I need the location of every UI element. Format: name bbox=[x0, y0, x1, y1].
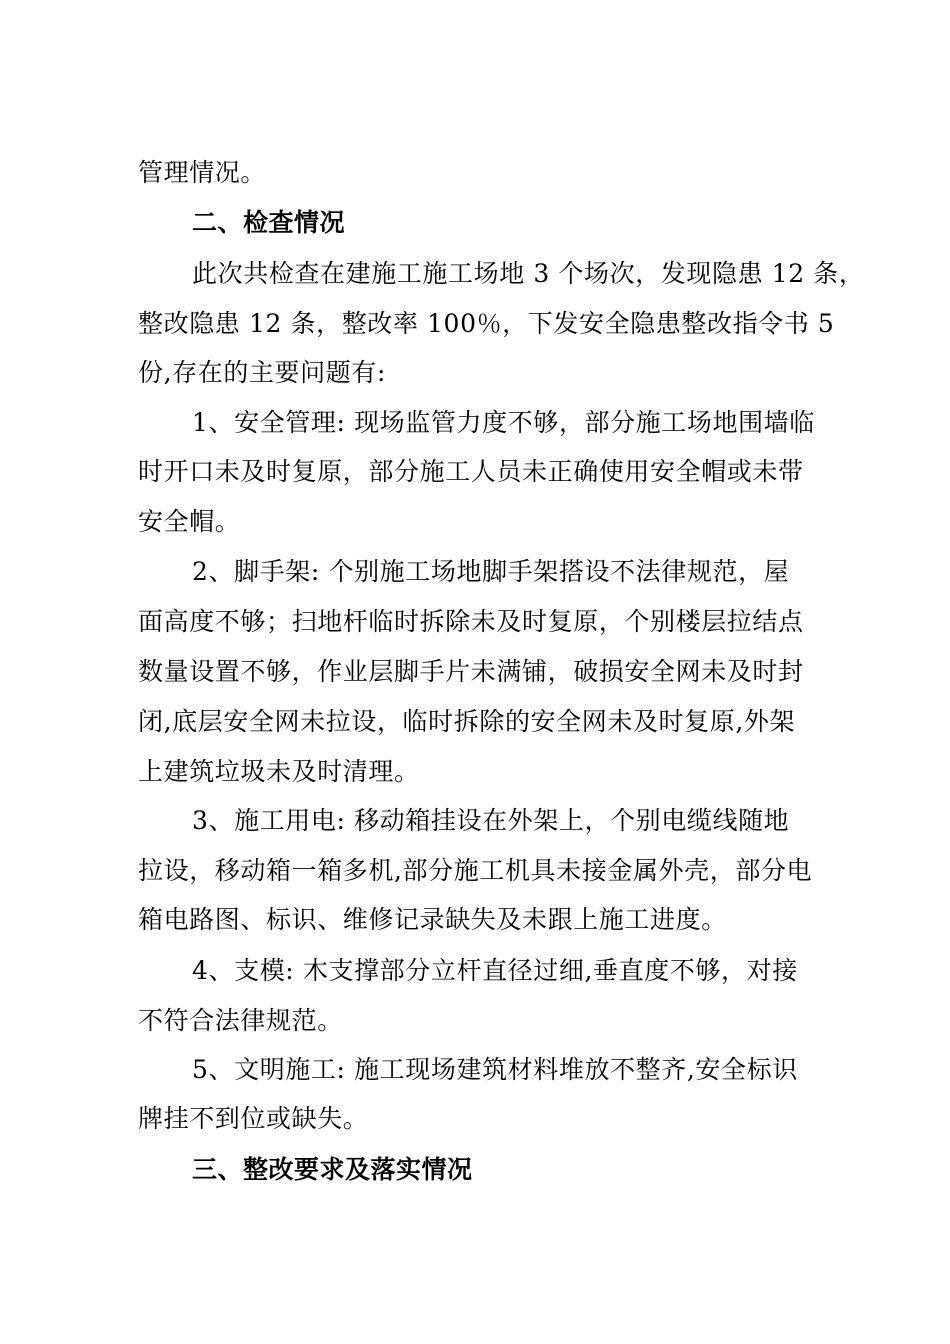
list-item-line: 安全帽。 bbox=[138, 507, 241, 536]
list-item-line: 牌挂不到位或缺失。 bbox=[138, 1104, 369, 1133]
section-heading: 三、整改要求及落实情况 bbox=[192, 1155, 473, 1184]
list-item-line: 5、文明施工: 施工现场建筑材料堆放不整齐,安全标识 bbox=[192, 1055, 798, 1084]
list-item-line: 箱电路图、标识、维修记录缺失及未跟上施工进度。 bbox=[138, 905, 727, 934]
section-heading: 二、检查情况 bbox=[192, 208, 346, 237]
list-item-line: 时开口未及时复原，部分施工人员未正确使用安全帽或未带 bbox=[138, 457, 804, 486]
list-item-line: 不符合法律规范。 bbox=[138, 1006, 343, 1035]
paragraph-line: 份,存在的主要问题有: bbox=[138, 358, 386, 387]
list-item-line: 4、支模: 木支撑部分立杆直径过细,垂直度不够，对接 bbox=[192, 956, 798, 985]
list-item-line: 3、施工用电: 移动箱挂设在外架上，个别电缆线随地 bbox=[192, 806, 790, 835]
list-item-line: 闭,底层安全网未拉设，临时拆除的安全网未及时复原,外架 bbox=[138, 707, 796, 736]
list-item-line: 拉设，移动箱一箱多机,部分施工机具未接金属外壳，部分电 bbox=[138, 856, 813, 885]
list-item-line: 数量设置不够，作业层脚手片未满铺，破损安全网未及时封 bbox=[138, 657, 804, 686]
paragraph-line: 管理情况。 bbox=[138, 158, 267, 187]
list-item-line: 面高度不够；扫地杆临时拆除未及时复原，个别楼层拉结点 bbox=[138, 607, 804, 636]
paragraph-line: 此次共检查在建施工施工场地 3 个场次，发现隐患 12 条， bbox=[192, 259, 865, 288]
paragraph-line: 整改隐患 12 条，整改率 100％，下发安全隐患整改指令书 5 bbox=[138, 309, 835, 338]
list-item-line: 上建筑垃圾未及时清理。 bbox=[138, 757, 420, 786]
list-item-line: 1、安全管理: 现场监管力度不够，部分施工场地围墙临 bbox=[192, 408, 815, 437]
list-item-line: 2、脚手架: 个别施工场地脚手架搭设不法律规范，屋 bbox=[192, 557, 790, 586]
